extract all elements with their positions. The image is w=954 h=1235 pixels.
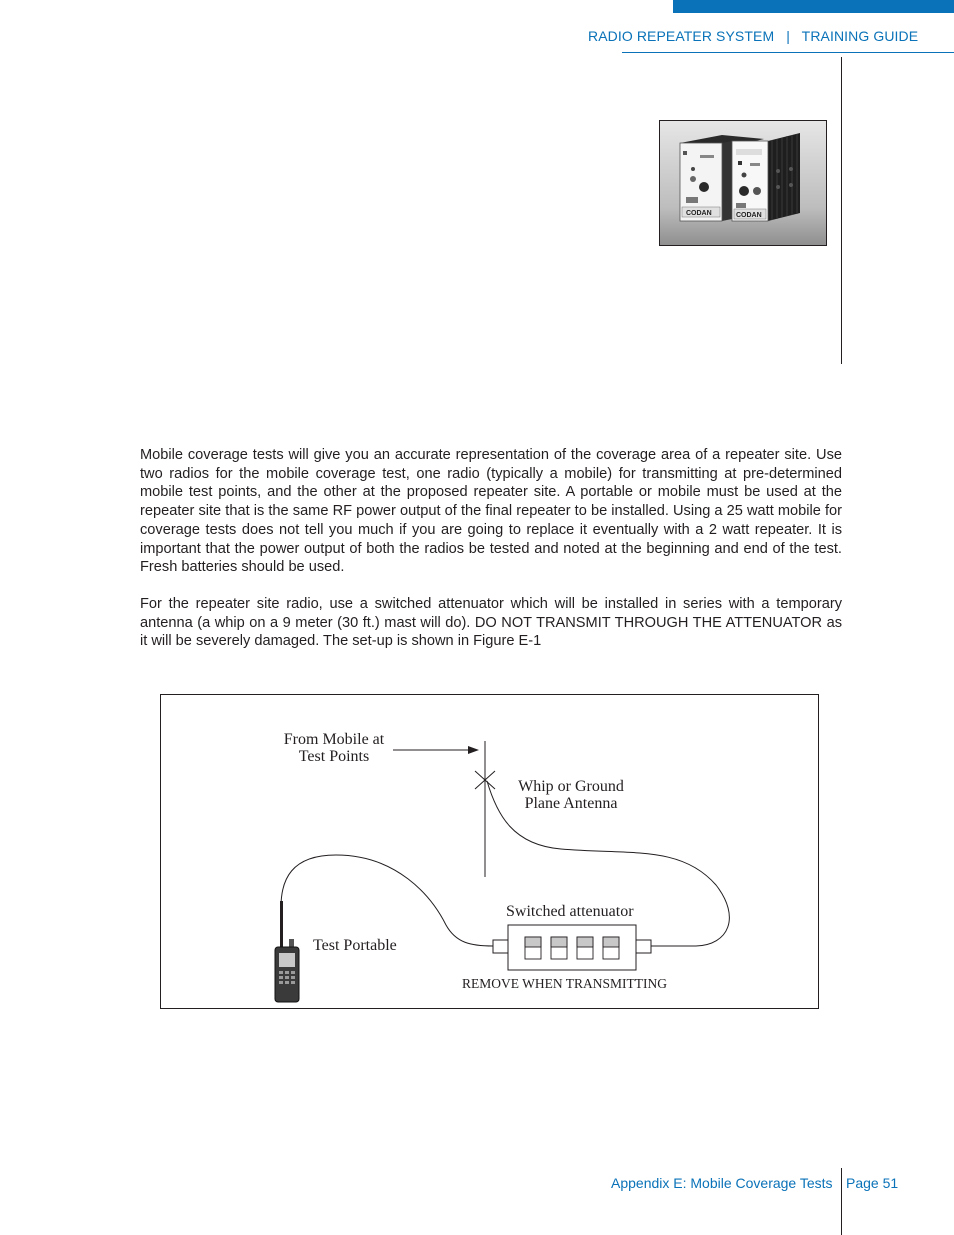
attenuator-left-connector [493,940,508,953]
attenuator-right-connector [636,940,651,953]
header-separator: | [786,28,790,44]
setup-diagram [161,695,818,1008]
portable-radio-icon [275,901,299,1002]
antenna-label: Whip or Ground Plane Antenna [518,778,624,812]
header-accent-bar [673,0,954,13]
photo-brand-right: CODAN [736,212,762,219]
side-rule [841,57,842,364]
from-mobile-label: From Mobile at Test Points [283,731,385,765]
paragraph-attenuator: For the repeater site radio, use a switched attenuator which will be installed in series with a temporary antenna (a whip on a 9 meter (30 ft.) mast will do). DO NOT TRANSMIT THROUGH THE ATTENUATOR as it will be severely damaged. The set-up is shown in Figure E-1 [140,596,842,650]
footer-rule [841,1168,842,1235]
figure-e1-setup [160,694,819,1009]
remove-when-transmitting-note: REMOVE WHEN TRANSMITTING [462,976,667,991]
portable-cable [281,855,493,946]
footer-section: Appendix E: Mobile Coverage Tests [611,1175,833,1191]
header-rule [622,52,954,53]
arrow-head-icon [468,746,479,754]
header-title: RADIO REPEATER SYSTEM [588,28,775,44]
test-portable-label: Test Portable [313,937,397,954]
page-number: Page 51 [846,1175,899,1191]
attenuator-label: Switched attenuator [506,903,634,920]
running-header [588,28,918,44]
header-subtitle: TRAINING GUIDE [801,28,919,44]
photo-brand-left: CODAN [686,210,712,217]
repeater-units-illustration [660,121,826,245]
repeater-photo [659,120,827,246]
paragraph-coverage-tests: Mobile coverage tests will give you an accurate representation of the coverage area of a repeater site. Use two radios for the mobile coverage test, one radio (typically a mobile) for transmitting at pre-determined mobile test points, and the other at the proposed repeater site. A portable or mobile must be used at the repeater site that is the same RF power output of the final repeater to be installed. Using a 25 watt mobile for coverage tests does not tell you much if you are going to replace it eventually with a 2 watt repeater. It is important that the power output of both the radios be tested and noted at the beginning and end of the test. Fresh batteries should be used. [140,447,842,576]
